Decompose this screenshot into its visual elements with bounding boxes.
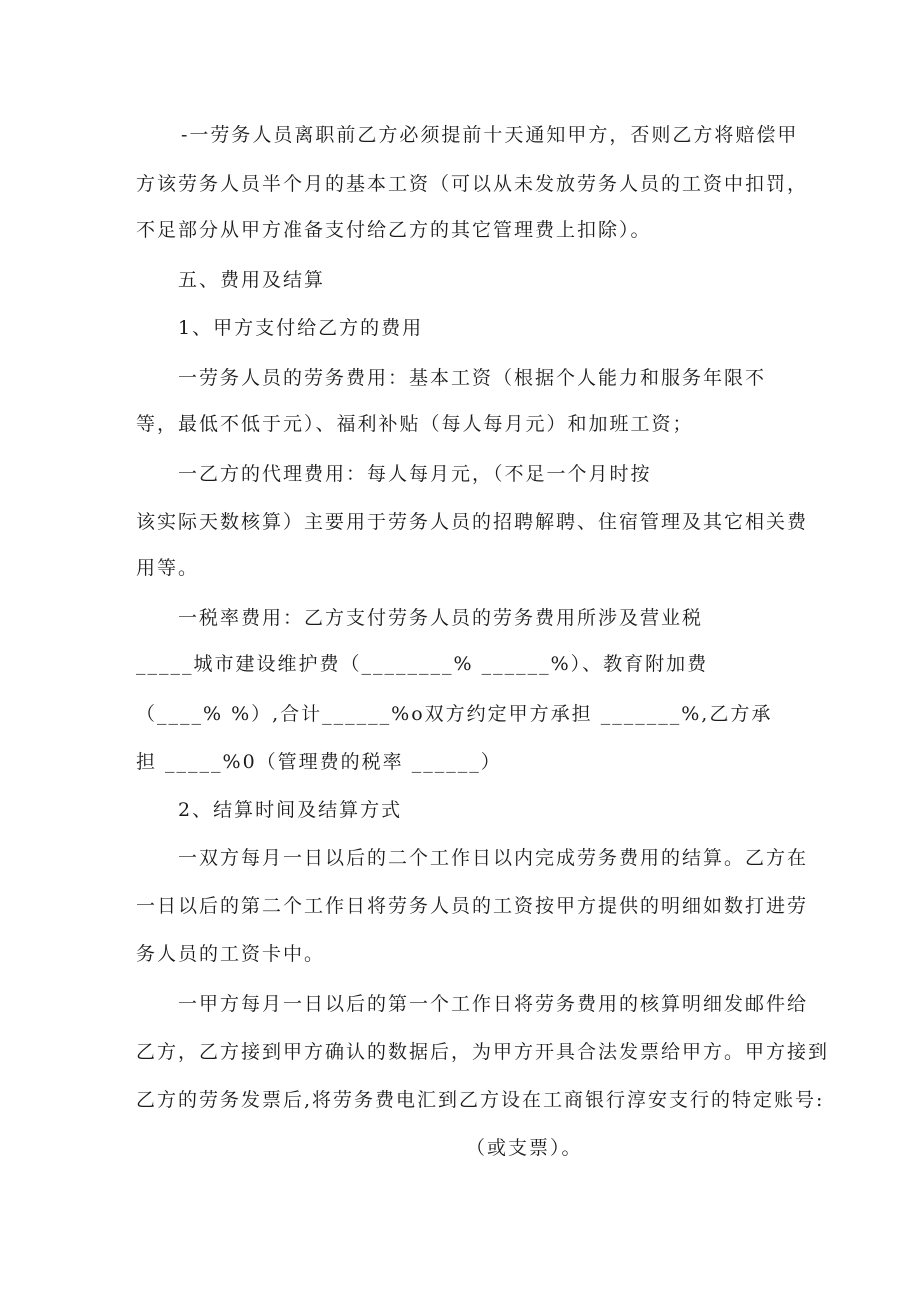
text-line: 该实际天数核算）主要用于劳务人员的招聘解聘、住宿管理及其它相关费 <box>136 511 809 533</box>
text-line: -一劳务人员离职前乙方必须提前十天通知甲方，否则乙方将赔偿甲 <box>181 124 799 146</box>
subsection-heading: 2、结算时间及结算方式 <box>178 799 403 821</box>
text-line: 一税率费用：乙方支付劳务人员的劳务费用所涉及营业税 <box>178 607 704 629</box>
text-line: 一双方每月一日以后的二个工作日以内完成劳务费用的结算。乙方在 <box>178 847 809 869</box>
text-line: 等，最低不低于元）、福利补贴（每人每月元）和加班工资； <box>136 413 694 435</box>
text-line: 用等。 <box>136 557 200 579</box>
section-heading: 五、费用及结算 <box>178 269 326 291</box>
text-line: 乙方的劳务发票后,将劳务费电汇到乙方设在工商银行淳安支行的特定账号: <box>136 1089 825 1111</box>
text-line: （____% %）,合计______%o双方约定甲方承担 _______%,乙方承 <box>136 703 773 725</box>
text-line: 一乙方的代理费用：每人每月元，（不足一个月时按 <box>178 463 652 485</box>
text-line: 一劳务人员的劳务费用：基本工资（根据个人能力和服务年限不 <box>178 367 767 389</box>
subsection-heading: 1、甲方支付给乙方的费用 <box>178 317 424 339</box>
text-line: _____城市建设维护费（________% ______%）、教育附加费 <box>136 653 709 675</box>
text-line: 担 _____%0（管理费的税率 ______） <box>136 751 502 773</box>
text-line: 务人员的工资卡中。 <box>136 943 326 965</box>
text-line: （或支票）。 <box>466 1137 583 1159</box>
text-line: 一日以后的第二个工作日将劳务人员的工资按甲方提供的明细如数打进劳 <box>136 895 809 917</box>
text-line: 一甲方每月一日以后的第一个工作日将劳务费用的核算明细发邮件给 <box>178 993 809 1015</box>
text-line: 不足部分从甲方准备支付给乙方的其它管理费上扣除）。 <box>136 219 652 241</box>
text-line: 乙方，乙方接到甲方确认的数据后，为甲方开具合法发票给甲方。甲方接到 <box>136 1041 830 1063</box>
text-line: 方该劳务人员半个月的基本工资（可以从未发放劳务人员的工资中扣罚， <box>136 173 809 195</box>
